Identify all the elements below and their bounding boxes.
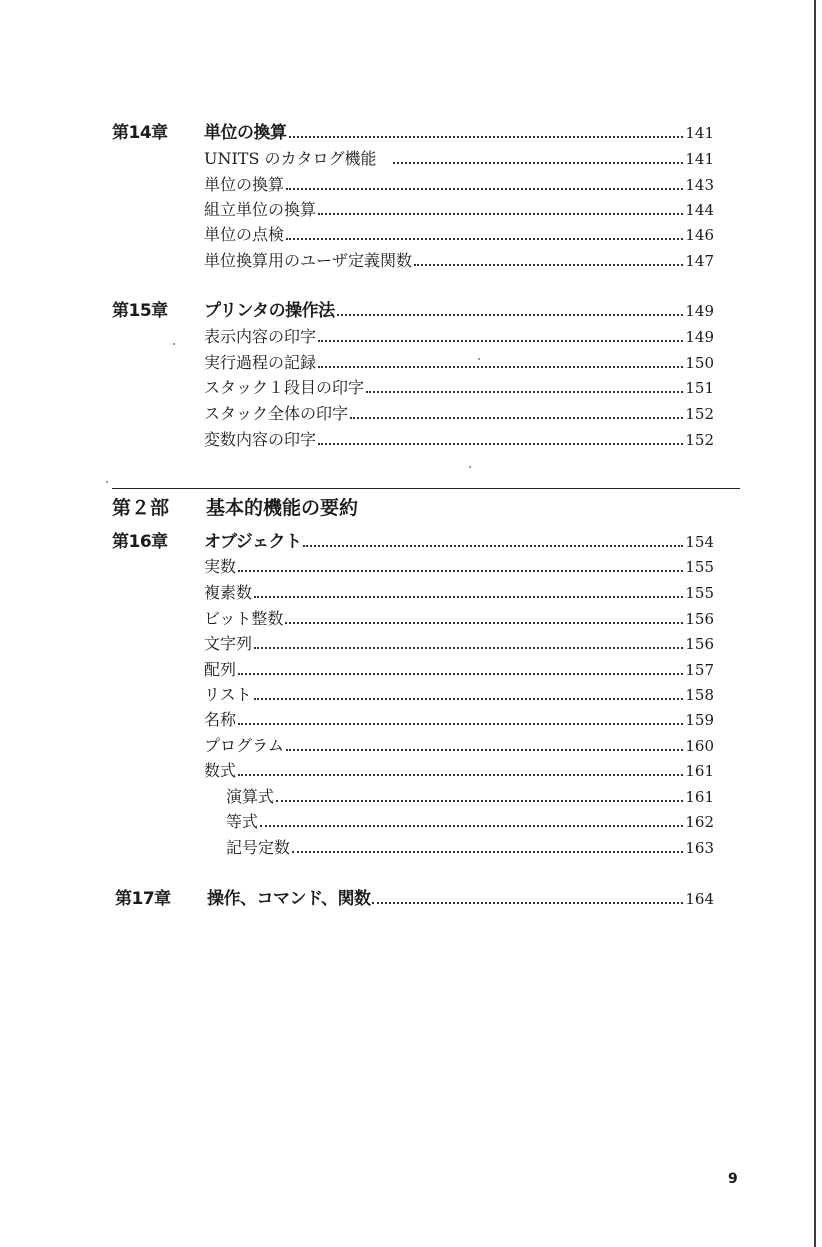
leader-dots xyxy=(286,188,683,190)
leader-dots xyxy=(366,391,683,393)
entry-page: 157 xyxy=(685,661,714,679)
toc-entry[interactable] xyxy=(226,837,714,859)
entry-page: 141 xyxy=(685,124,714,142)
leader-dots xyxy=(318,366,683,368)
leader-dots xyxy=(292,851,683,853)
leader-dots xyxy=(238,723,683,725)
leader-dots xyxy=(286,749,684,751)
scan-speck xyxy=(469,466,471,468)
leader-dots xyxy=(318,340,683,342)
toc-row xyxy=(0,837,822,861)
leader-dots xyxy=(254,596,683,598)
toc-row xyxy=(0,735,822,759)
toc-entry[interactable] xyxy=(204,582,714,604)
entry-page: 141 xyxy=(685,150,714,168)
leader-dots xyxy=(238,673,683,675)
toc-row xyxy=(0,122,822,146)
entry-title: 名称 xyxy=(204,710,237,729)
toc-entry[interactable] xyxy=(204,709,714,731)
leader-dots xyxy=(260,825,683,827)
toc-row xyxy=(0,786,822,810)
toc-row xyxy=(0,556,822,580)
toc-row xyxy=(0,633,822,657)
page-number: 9 xyxy=(728,1171,738,1187)
leader-dots xyxy=(318,213,683,215)
leader-dots xyxy=(254,647,683,649)
scan-speck xyxy=(106,481,108,483)
scan-speck xyxy=(478,358,480,360)
entry-title: 数式 xyxy=(204,761,237,780)
toc-entry[interactable] xyxy=(204,760,714,782)
entry-title: スタック全体の印字 xyxy=(204,404,349,423)
toc-row xyxy=(0,608,822,632)
toc-row xyxy=(0,888,822,912)
entry-page: 155 xyxy=(685,584,714,602)
toc-row xyxy=(0,377,822,401)
entry-title: 単位の換算 xyxy=(204,175,285,194)
toc-entry[interactable] xyxy=(204,174,714,196)
entry-page: 156 xyxy=(685,635,714,653)
entry-page: 147 xyxy=(685,252,714,270)
chapter-label: 第15章 xyxy=(112,301,168,321)
entry-page: 149 xyxy=(685,328,714,346)
entry-page: 150 xyxy=(685,354,714,372)
entry-title: UNITS のカタログ機能 xyxy=(204,149,377,168)
entry-title: 文字列 xyxy=(204,634,253,653)
entry-page: 164 xyxy=(685,890,714,908)
entry-page: 163 xyxy=(685,839,714,857)
entry-page: 151 xyxy=(685,379,714,397)
entry-title: 表示内容の印字 xyxy=(204,327,317,346)
entry-page: 144 xyxy=(685,201,714,219)
toc-entry[interactable] xyxy=(204,556,714,578)
toc-entry[interactable] xyxy=(204,735,714,757)
toc-row xyxy=(0,582,822,606)
toc-entry[interactable] xyxy=(204,352,714,374)
toc-row xyxy=(0,811,822,835)
toc-entry[interactable] xyxy=(204,659,714,681)
entry-title: 単位の点検 xyxy=(204,225,285,244)
toc-row xyxy=(0,659,822,683)
leader-dots xyxy=(372,902,683,904)
toc-entry[interactable] xyxy=(204,326,714,348)
entry-page: 161 xyxy=(685,762,714,780)
toc-entry[interactable] xyxy=(204,300,714,322)
toc-entry[interactable] xyxy=(226,811,714,833)
entry-title: 複素数 xyxy=(204,583,253,602)
toc-row xyxy=(0,684,822,708)
leader-dots xyxy=(318,443,683,445)
toc-entry[interactable] xyxy=(204,199,714,221)
leader-dots xyxy=(303,545,683,547)
entry-page: 152 xyxy=(685,431,714,449)
entry-title: 実行過程の記録 xyxy=(204,353,317,372)
toc-row xyxy=(0,709,822,733)
entry-title: 実数 xyxy=(204,557,237,576)
leader-dots xyxy=(238,570,683,572)
entry-title: 単位換算用のユーザ定義関数 xyxy=(204,251,413,270)
entry-title: 操作、コマンド、関数 xyxy=(207,889,371,909)
toc-entry[interactable] xyxy=(207,888,714,910)
entry-title: 演算式 xyxy=(226,787,275,806)
chapter-label: 第14章 xyxy=(112,123,168,143)
leader-dots xyxy=(285,622,683,624)
toc-entry[interactable] xyxy=(204,429,714,451)
entry-page: 160 xyxy=(685,737,714,755)
entry-page: 158 xyxy=(685,686,714,704)
toc-entry[interactable] xyxy=(204,122,714,144)
toc-row xyxy=(0,250,822,274)
leader-dots xyxy=(289,136,684,138)
leader-dots xyxy=(254,698,684,700)
entry-page: 162 xyxy=(685,813,714,831)
entry-page: 161 xyxy=(685,788,714,806)
toc-entry[interactable] xyxy=(204,250,714,272)
toc-row xyxy=(0,174,822,198)
toc-entry[interactable] xyxy=(204,531,714,553)
entry-title: プリンタの操作法 xyxy=(204,301,335,321)
entry-title: 記号定数 xyxy=(226,838,291,857)
toc-row xyxy=(0,199,822,223)
toc-entry[interactable] xyxy=(204,684,714,706)
entry-title: 変数内容の印字 xyxy=(204,430,317,449)
entry-title: 等式 xyxy=(226,812,259,831)
entry-title: 配列 xyxy=(204,660,237,679)
toc-row xyxy=(0,403,822,427)
toc-entry[interactable] xyxy=(204,224,714,246)
chapter-label: 第16章 xyxy=(112,532,168,552)
entry-title: リスト xyxy=(204,685,252,704)
entry-page: 155 xyxy=(685,558,714,576)
leader-dots xyxy=(286,238,683,240)
entry-page: 156 xyxy=(685,610,714,628)
entry-title: スタック１段目の印字 xyxy=(204,378,365,397)
leader-dots xyxy=(414,264,683,266)
toc-row xyxy=(0,352,822,376)
toc-row xyxy=(0,224,822,248)
leader-dots xyxy=(337,314,684,316)
entry-page: 143 xyxy=(685,176,714,194)
toc-entry[interactable] xyxy=(204,148,714,170)
entry-page: 146 xyxy=(685,226,714,244)
toc-row xyxy=(0,531,822,555)
scan-speck xyxy=(173,343,175,345)
toc-row xyxy=(0,300,822,324)
entry-title: ビット整数 xyxy=(204,609,284,628)
entry-title: プログラム xyxy=(204,736,284,755)
part-label: 第２部 xyxy=(112,497,170,519)
toc-row xyxy=(0,429,822,453)
entry-title: 単位の換算 xyxy=(204,123,287,143)
leader-dots xyxy=(393,162,684,164)
entry-page: 159 xyxy=(685,711,714,729)
entry-page: 154 xyxy=(685,533,714,551)
part-divider-rule xyxy=(112,488,740,489)
entry-page: 149 xyxy=(685,302,714,320)
entry-title: 組立単位の換算 xyxy=(204,200,317,219)
leader-dots xyxy=(238,774,683,776)
toc-entry[interactable] xyxy=(226,786,714,808)
entry-page: 152 xyxy=(685,405,714,423)
toc-entry[interactable] xyxy=(204,633,714,655)
toc-row xyxy=(0,326,822,350)
leader-dots xyxy=(350,417,683,419)
entry-title: オブジェクト xyxy=(204,532,302,552)
toc-entry[interactable] xyxy=(204,377,714,399)
leader-dots xyxy=(276,800,683,802)
chapter-label: 第17章 xyxy=(115,889,171,909)
toc-entry[interactable] xyxy=(204,608,714,630)
part-title[interactable]: 基本的機能の要約 xyxy=(206,497,359,519)
toc-row xyxy=(0,760,822,784)
toc-entry[interactable] xyxy=(204,403,714,425)
toc-row xyxy=(0,148,822,172)
